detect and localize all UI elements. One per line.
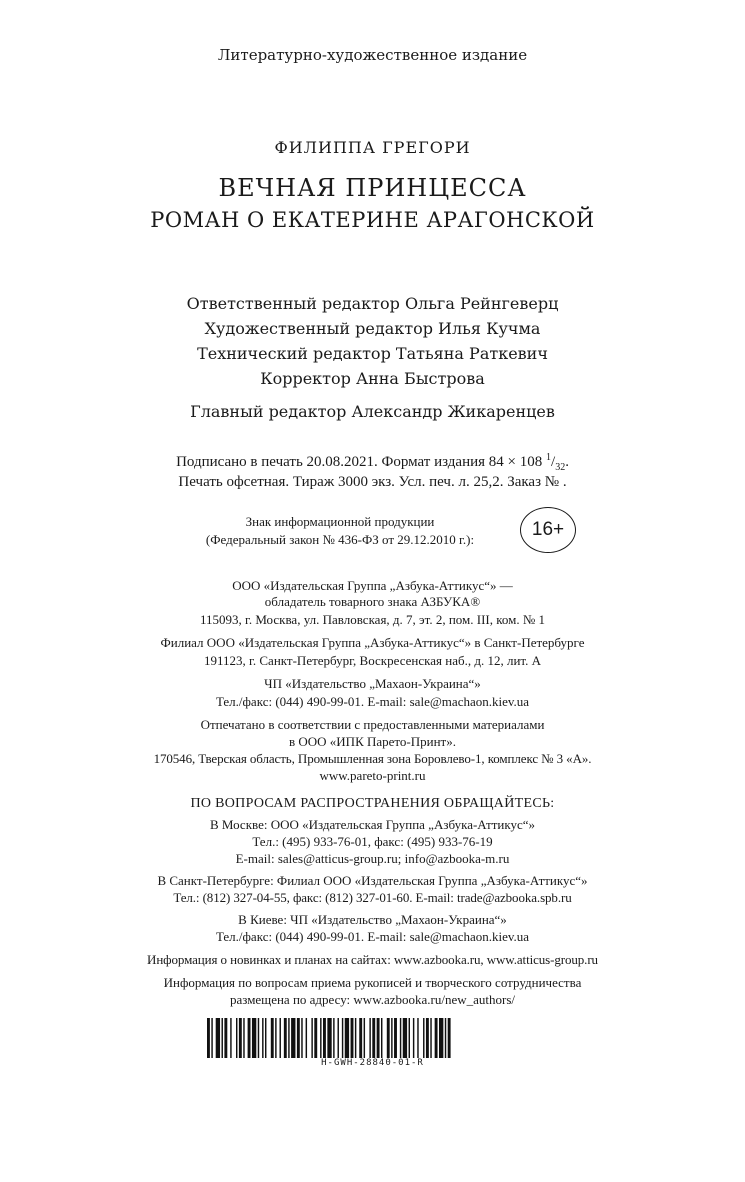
barcode-bar <box>311 1018 312 1058</box>
barcode-bar <box>306 1018 307 1058</box>
age-rating-badge: 16+ <box>520 507 576 553</box>
barcode-bar <box>288 1018 289 1058</box>
barcode-bar <box>345 1018 349 1058</box>
barcode-bar <box>236 1018 237 1058</box>
moscow-email: E-mail: sales@atticus-group.ru; info@azbooka-m.ru <box>235 851 510 866</box>
author-name: ФИЛИППА ГРЕГОРИ <box>274 138 471 157</box>
barcode-bar <box>222 1018 223 1058</box>
branch-line: Филиал ООО «Издательская Группа „Азбука-Аттикус“» в Санкт-Петербурге <box>160 635 585 650</box>
printer-website: www.pareto-print.ru <box>319 768 426 783</box>
fraction-numerator: 1 <box>546 452 552 463</box>
barcode-bar <box>271 1018 274 1058</box>
fraction-denominator: 32 <box>555 462 566 473</box>
barcode-bar <box>387 1018 390 1058</box>
barcode-bar <box>262 1018 263 1058</box>
spb-contact: Тел.: (812) 327-04-55, факс: (812) 327-01-60. E-mail: trade@azbooka.spb.ru <box>173 890 572 905</box>
manuscripts-url: размещена по адресу: www.azbooka.ru/new_authors/ <box>229 992 516 1007</box>
barcode-bar <box>216 1018 220 1058</box>
ukraine-line: ЧП «Издательство „Махаон-Украина“» <box>264 676 481 691</box>
printed-line: Отпечатано в соответствии с предоставленными материалами <box>200 717 545 732</box>
barcode-bar <box>327 1018 331 1058</box>
print-info-line2: Печать офсетная. Тираж 3000 экз. Усл. печ. л. 25,2. Заказ № . <box>178 474 567 490</box>
ukraine-contact: Тел./факс: (044) 490-99-01. E-mail: sale@machaon.kiev.ua <box>215 694 530 709</box>
barcode-bar <box>284 1018 287 1058</box>
kiev-contact: Тел./факс: (044) 490-99-01. E-mail: sale@machaon.kiev.ua <box>215 929 530 944</box>
barcode-bar <box>265 1018 266 1058</box>
barcode-bar <box>248 1018 251 1058</box>
barcode-bar <box>314 1018 317 1058</box>
barcode-bar <box>359 1018 362 1058</box>
barcode-bar <box>423 1018 424 1058</box>
book-title: ВЕЧНАЯ ПРИНЦЕССА <box>218 174 527 202</box>
barcode-bar <box>258 1018 259 1058</box>
barcode-bar <box>351 1018 354 1058</box>
barcode-bar <box>230 1018 231 1058</box>
editor-line: Корректор Анна Быстрова <box>260 369 485 388</box>
barcode-bar <box>320 1018 321 1058</box>
barcode-bar <box>409 1018 410 1058</box>
barcode-bar <box>426 1018 429 1058</box>
barcode-bar <box>239 1018 242 1058</box>
moscow-line: В Москве: ООО «Издательская Группа „Азбука-Аттикус“» <box>209 817 536 832</box>
news-info: Информация о новинках и планах на сайтах: www.azbooka.ru, www.atticus-group.ru <box>147 952 598 967</box>
barcode-bar <box>417 1018 418 1058</box>
barcode-bar <box>435 1018 438 1058</box>
distribution-heading: ПО ВОПРОСАМ РАСПРОСТРАНЕНИЯ ОБРАЩАЙТЕСЬ: <box>190 796 555 811</box>
barcode-label: H-GWH-28840-01-R <box>321 1058 424 1068</box>
chief-editor: Главный редактор Александр Жикаренцев <box>190 402 555 421</box>
barcode-bar <box>275 1018 276 1058</box>
barcode-bar <box>364 1018 365 1058</box>
editor-line: Технический редактор Татьяна Раткевич <box>197 344 548 363</box>
barcode-bar <box>291 1018 295 1058</box>
barcode-bar <box>391 1018 392 1058</box>
barcode-bar <box>439 1018 443 1058</box>
barcode-bar <box>381 1018 382 1058</box>
moscow-phone: Тел.: (495) 933-76-01, факс: (495) 933-76-19 <box>252 834 493 849</box>
barcode-bar <box>394 1018 397 1058</box>
barcode-bar <box>211 1018 212 1058</box>
barcode-bar <box>448 1018 451 1058</box>
barcode-bar <box>207 1018 210 1058</box>
barcode-bar <box>445 1018 446 1058</box>
barcode-bar <box>377 1018 380 1058</box>
barcode-image <box>207 1018 538 1058</box>
printed-address: 170546, Тверская область, Промышленная зона Боровлево-1, комплекс № 3 «А». <box>153 751 592 766</box>
edition-type: Литературно-художественное издание <box>217 46 528 64</box>
barcode-bar <box>301 1018 302 1058</box>
barcode-bar <box>333 1018 334 1058</box>
print-info-line1: Подписано в печать 20.08.2021. Формат издания 84 × 108 $^1/_{32}$. <box>176 452 569 473</box>
barcode-bar <box>280 1018 281 1058</box>
barcode-bar <box>297 1018 300 1058</box>
barcode-bar <box>369 1018 370 1058</box>
barcode-bar <box>243 1018 244 1058</box>
manuscripts-line: Информация по вопросам приема рукописей и творческого сотрудничества <box>163 975 582 990</box>
barcode-bar <box>403 1018 407 1058</box>
barcode-bar <box>430 1018 431 1058</box>
barcode-bar <box>413 1018 414 1058</box>
barcode-bar <box>355 1018 356 1058</box>
publisher-line: обладатель товарного знака АЗБУКА® <box>264 594 481 609</box>
branch-address: 191123, г. Санкт-Петербург, Воскресенская наб., д. 12, лит. А <box>204 653 541 668</box>
barcode-bar <box>224 1018 227 1058</box>
barcode-bar <box>342 1018 343 1058</box>
book-subtitle: РОМАН О ЕКАТЕРИНЕ АРАГОНСКОЙ <box>150 208 595 232</box>
barcode-bar <box>372 1018 375 1058</box>
barcode-bar <box>400 1018 401 1058</box>
kiev-line: В Киеве: ЧП «Издательство „Махаон-Украина“» <box>238 912 507 927</box>
printed-line: в ООО «ИПК Парето-Принт». <box>288 734 456 749</box>
info-mark-text: Знак информационной продукции (Федеральный закон № 436-ФЗ от 29.12.2010 г.): <box>205 514 475 547</box>
barcode-bar <box>338 1018 339 1058</box>
editor-line: Ответственный редактор Ольга Рейнгеверц <box>186 294 559 313</box>
editor-line: Художественный редактор Илья Кучма <box>204 319 541 338</box>
barcode-bar <box>252 1018 256 1058</box>
publisher-line: ООО «Издательская Группа „Азбука-Аттикус“» — <box>232 578 513 593</box>
publisher-address: 115093, г. Москва, ул. Павловская, д. 7, эт. 2, пом. III, ком. № 1 <box>199 612 546 627</box>
barcode-bar <box>323 1018 326 1058</box>
spb-line: В Санкт-Петербурге: Филиал ООО «Издательская Группа „Азбука-Аттикус“» <box>157 873 588 888</box>
